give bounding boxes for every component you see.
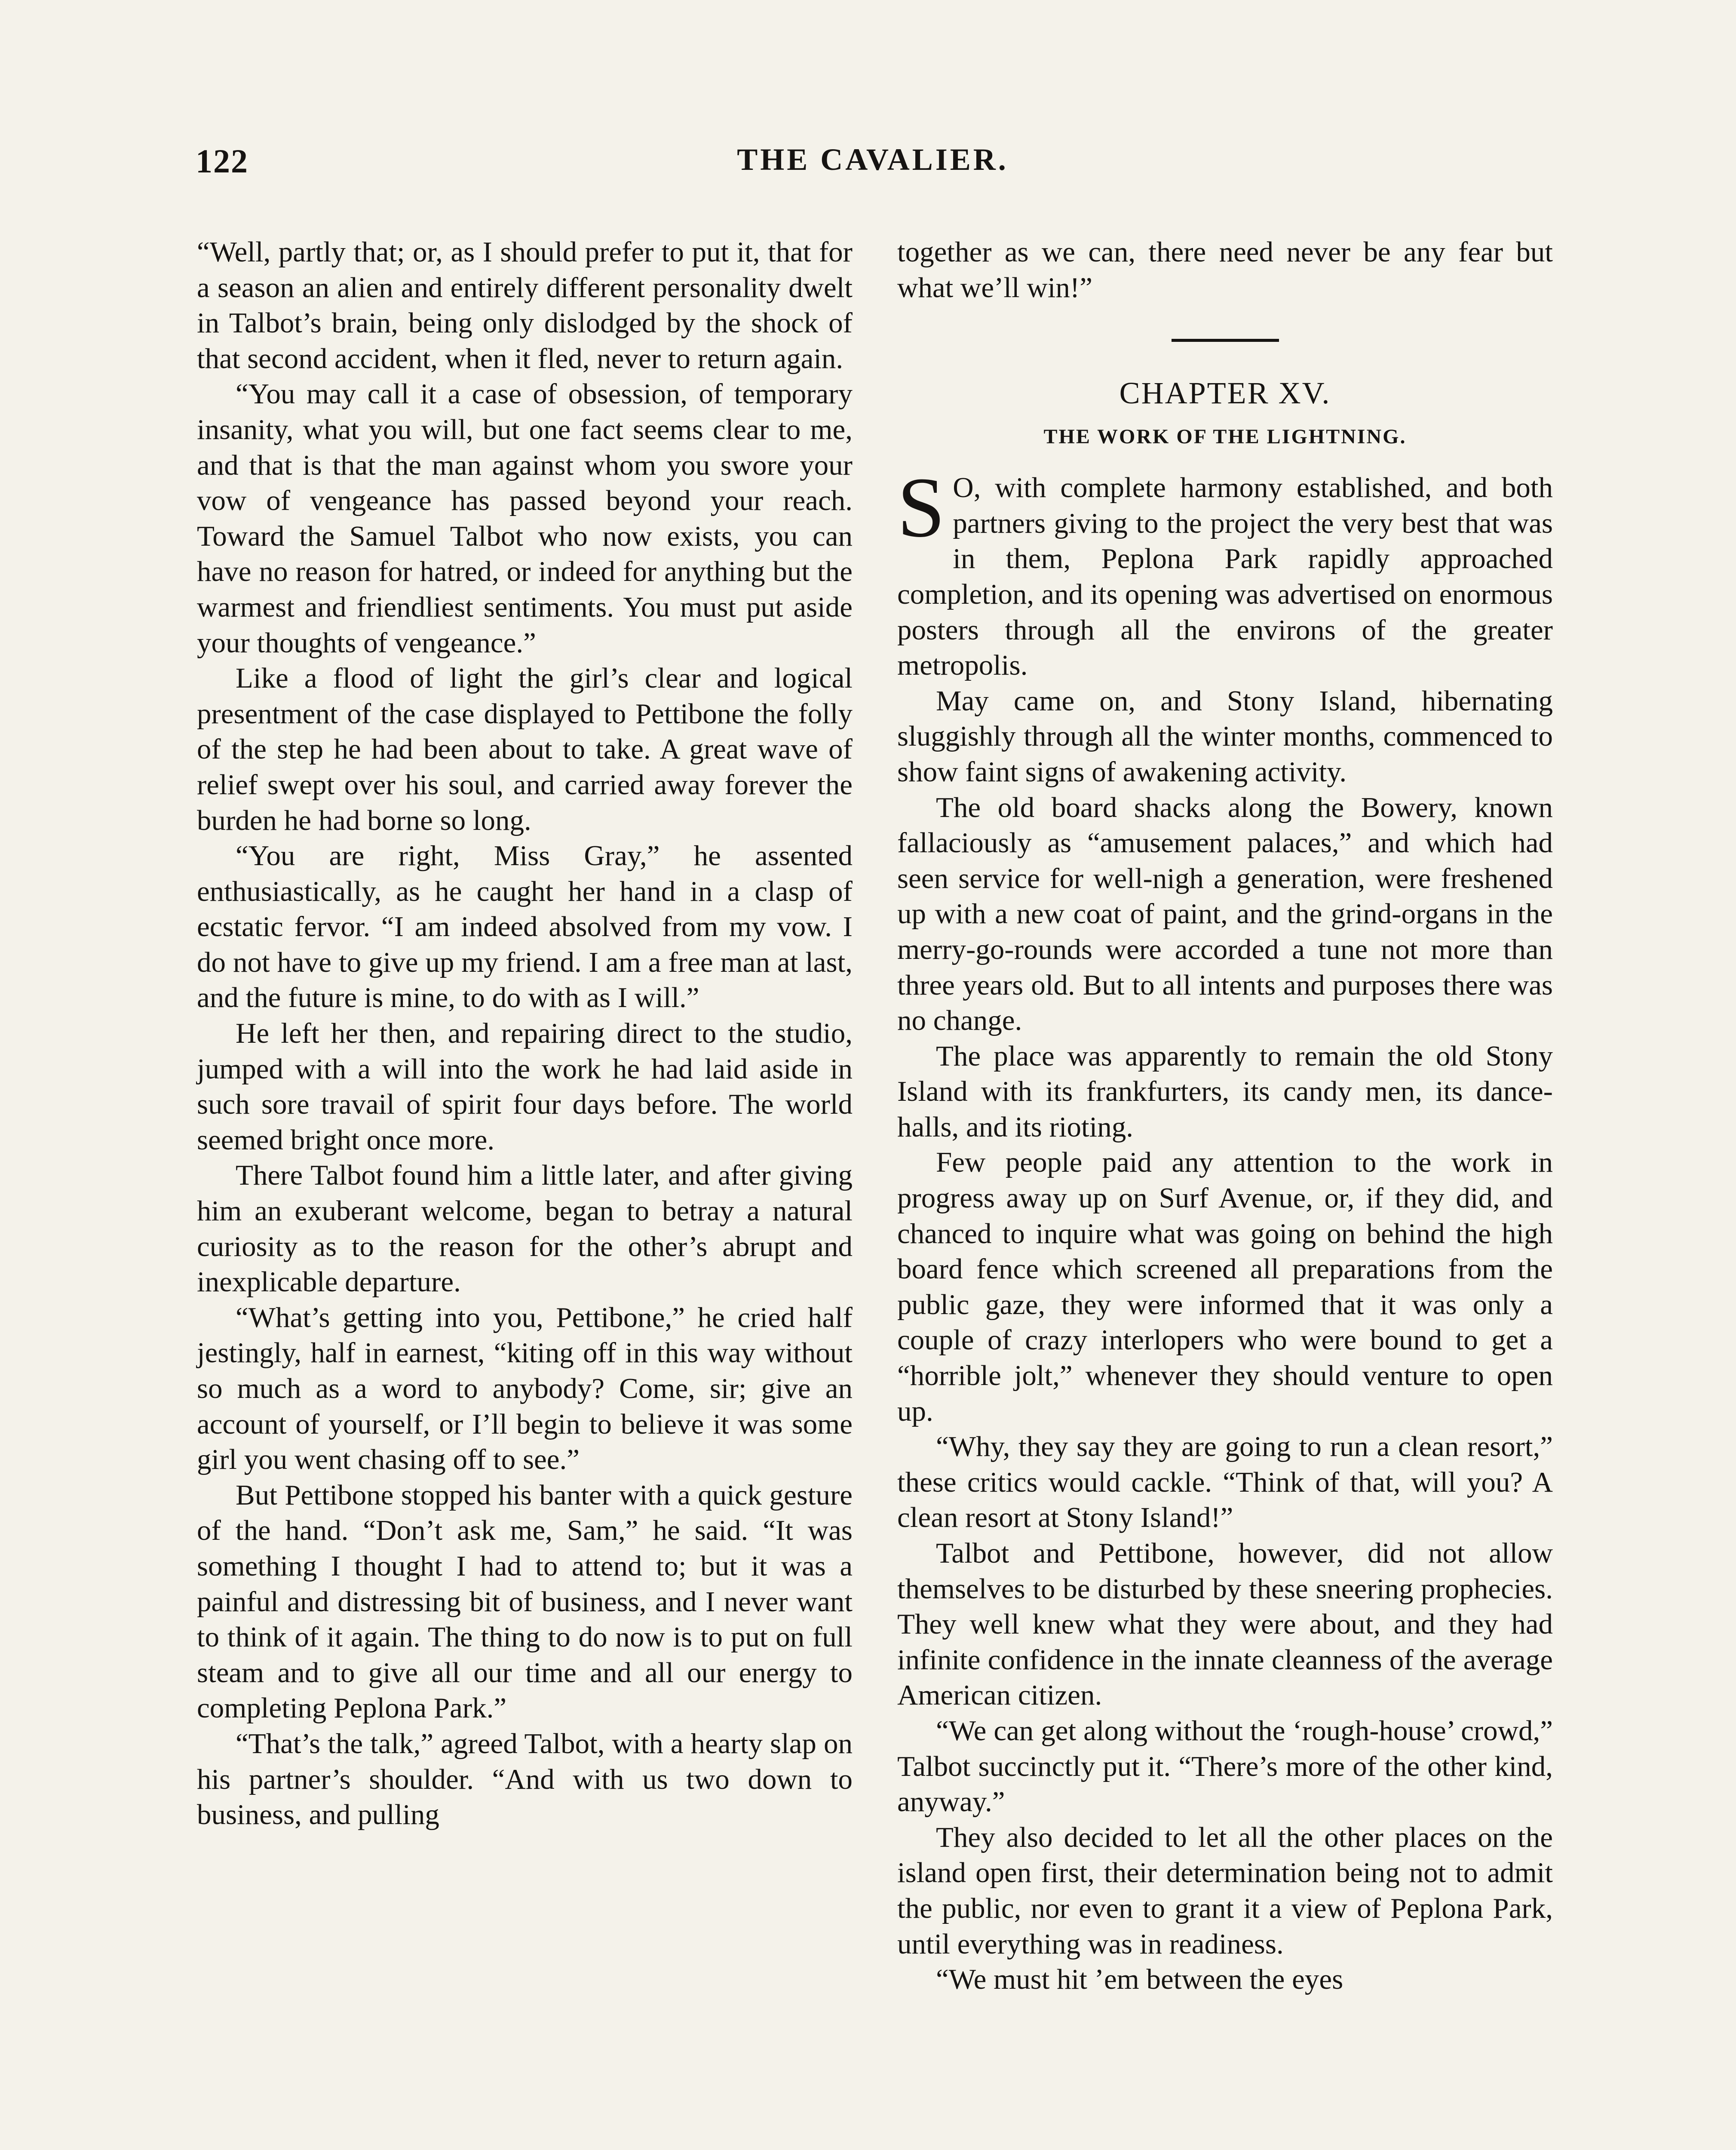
continued-paragraph: together as we can, there need never be any fear but what we’ll win!”	[897, 236, 1553, 304]
paragraph: Like a flood of light the girl’s clear and logical presentment of the case displayed to Pettibone the folly of the step he had been about to take. A great wave of relief swept over his soul, and carried away forever the burden he had borne so long.	[197, 662, 853, 836]
paragraph: The old board shacks along the Bowery, known fallaciously as “amusement palaces,” and which had seen service for well-nigh a generation, were freshened up with a new coat of paint, and the grind-organs in the merry-go-rounds were accorded a tune not more than three years old. But to all intents and purposes there was no change.	[897, 791, 1553, 1037]
left-column	[197, 234, 853, 1833]
paragraph: But Pettibone stopped his banter with a quick gesture of the hand. “Don’t ask me, Sam,” he said. “It was something I thought I had to attend to; but it was a painful and distressing bit of business, and I never want to think of it again. The thing to do now is to put on full steam and to give all our time and all our energy to completing Peplona Park.”	[197, 1479, 853, 1724]
paragraph: “We must hit ’em between the eyes	[936, 1963, 1343, 1996]
paragraph: They also decided to let all the other places on the island open first, their determination being not to admit the public, nor even to grant it a view of Peplona Park, until everything was in readiness.	[897, 1821, 1553, 1960]
drop-cap: S	[897, 460, 945, 556]
page-number: 122	[196, 142, 248, 180]
paragraph: “What’s getting into you, Pettibone,” he cried half jestingly, half in earnest, “kiting off in this way without so much as a word to anybody? Come, sir; give an account of yourself, or I’ll begin to believe it was some girl you went chasing off to see.”	[197, 1301, 853, 1476]
page-header	[196, 142, 1550, 194]
paragraph: “We can get along without the ‘rough-house’ crowd,” Talbot succinctly put it. “There’s more of the other kind, anyway.”	[897, 1714, 1553, 1818]
chapter-opening-paragraph	[897, 460, 1553, 683]
paragraph: Few people paid any attention to the work in progress away up on Surf Avenue, or, if they did, and chanced to inquire what was going on behind the high board fence which screened all preparations from the public gaze, they were informed that it was only a couple of crazy interlopers who were bound to get a “horrible jolt,” whenever they should venture to open up.	[897, 1146, 1553, 1427]
paragraph: “Why, they say they are going to run a clean resort,” these critics would cackle. “Think of that, will you? A clean resort at Stony Island!”	[897, 1431, 1553, 1534]
paragraph: “Well, partly that; or, as I should prefer to put it, that for a season an alien and entirely different personality dwelt in Talbot’s brain, being only dislodged by the shock of that second accident, when it fled, never to return again.	[197, 236, 853, 375]
right-column	[897, 234, 1553, 1997]
opening-text: O, with complete harmony established, and both partners giving to the project the very best that was in them, Peplona Park rapidly approached completion, and its opening was advertised on enormous posters through all the environs of the greater metropolis.	[897, 472, 1553, 682]
paragraph: “You may call it a case of obsession, of temporary insanity, what you will, but one fact seems clear to me, and that is that the man against whom you swore your vow of vengeance has passed beyond your reach. Toward the Samuel Talbot who now exists, you can have no reason for hatred, or indeed for anything but the warmest and friendliest sentiments. You must put aside your thoughts of vengeance.”	[197, 378, 853, 659]
paragraph: There Talbot found him a little later, and after giving him an exuberant welcome, began to betray a natural curiosity as to the reason for the other’s abrupt and inexplicable departure.	[197, 1159, 853, 1298]
chapter-subtitle: THE WORK OF THE LIGHTNING.	[1043, 425, 1407, 448]
section-divider	[1172, 339, 1279, 342]
paragraph: May came on, and Stony Island, hibernating sluggishly through all the winter months, commenced to show faint signs of awakening activity.	[897, 685, 1553, 788]
paragraph: “That’s the talk,” agreed Talbot, with a hearty slap on his partner’s shoulder. “And with us two down to business, and pulling	[197, 1727, 853, 1831]
chapter-title: CHAPTER XV.	[1119, 376, 1331, 411]
paragraph: The place was apparently to remain the old Stony Island with its frankfurters, its candy men, its dance-halls, and its rioting.	[897, 1040, 1553, 1143]
running-head: THE CAVALIER.	[737, 142, 1009, 177]
paragraph: He left her then, and repairing direct to the studio, jumped with a will into the work he had laid aside in such sore travail of spirit four days before. The world seemed bright once more.	[197, 1017, 853, 1156]
paragraph: “You are right, Miss Gray,” he assented enthusiastically, as he caught her hand in a clasp of ecstatic fervor. “I am indeed absolved from my vow. I do not have to give up my friend. I am a free man at last, and the future is mine, to do with as I will.”	[197, 840, 853, 1014]
paragraph: Talbot and Pettibone, however, did not allow themselves to be disturbed by these sneering prophecies. They well knew what they were about, and they had infinite confidence in the innate cleanness of the average American citizen.	[897, 1537, 1553, 1711]
